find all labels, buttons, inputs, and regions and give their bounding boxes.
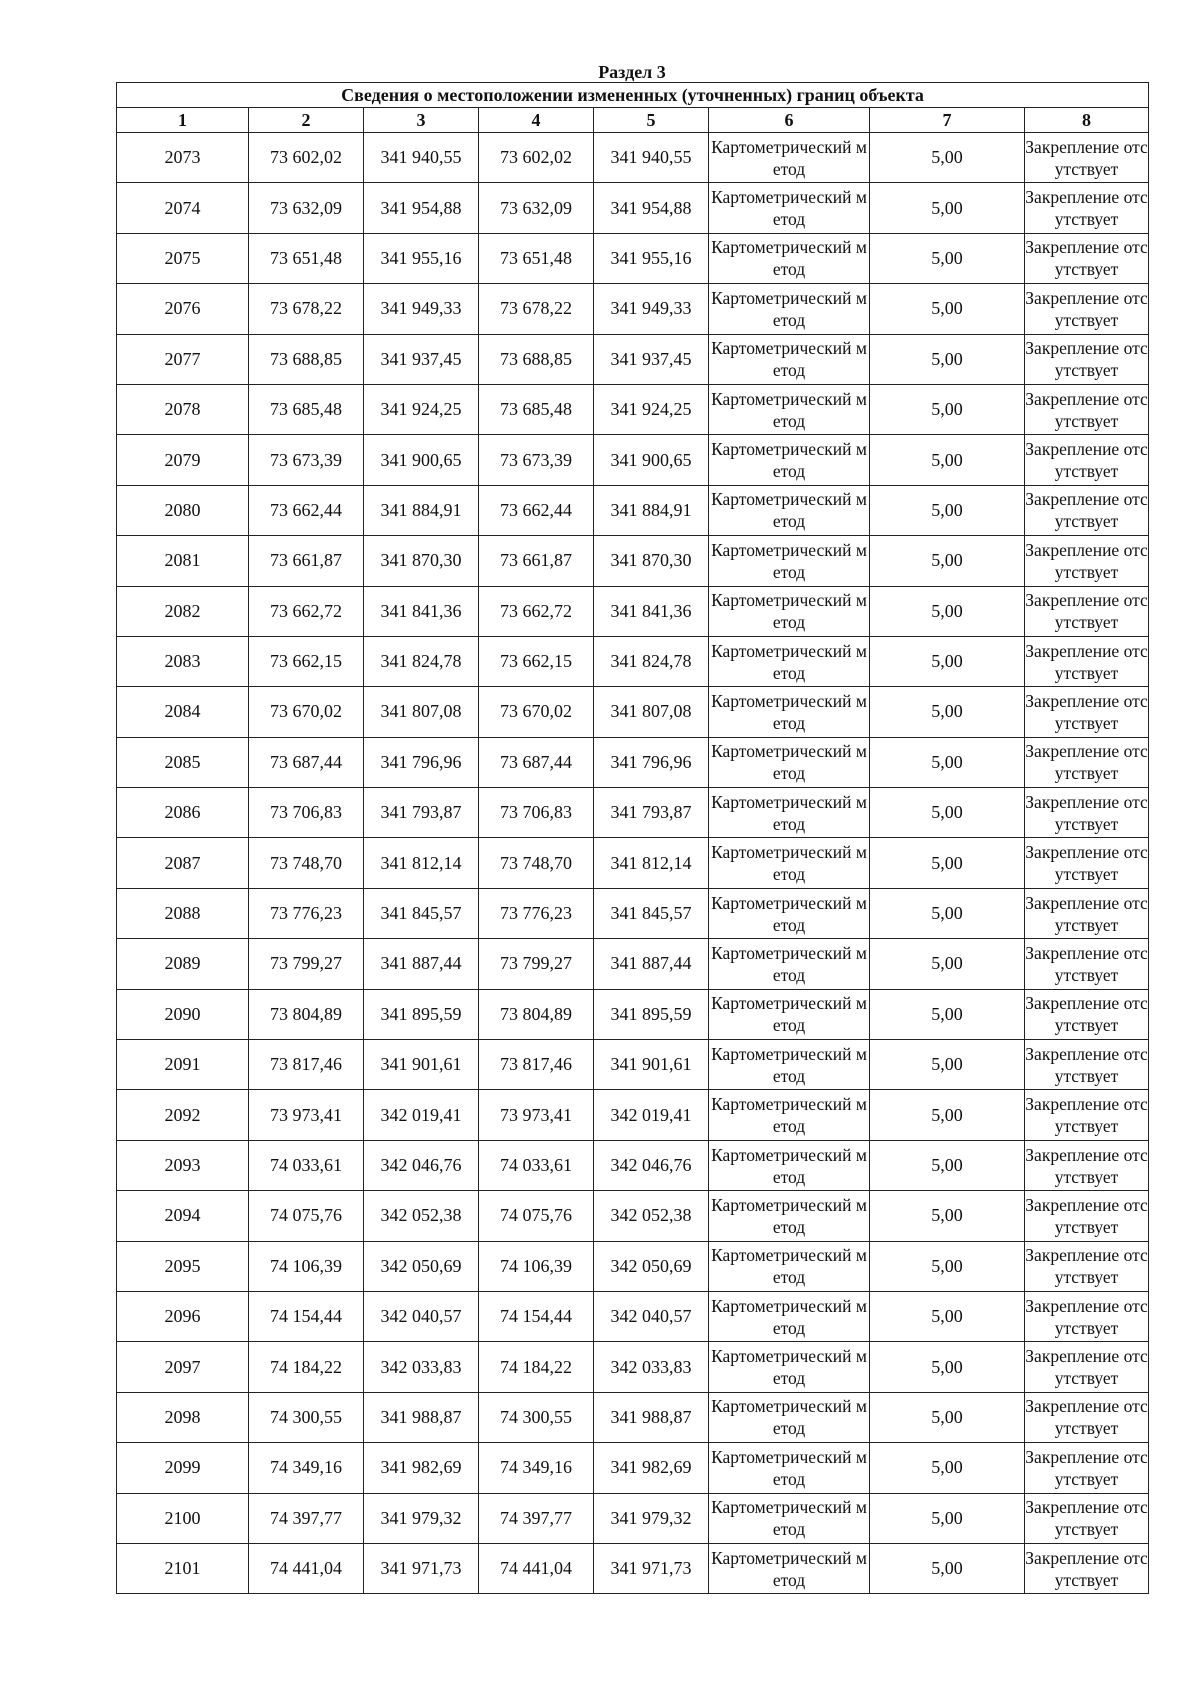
point-number-cell: 2080 — [117, 485, 249, 535]
table-row — [117, 1241, 1149, 1291]
accuracy-cell: 5,00 — [870, 1543, 1025, 1593]
fixing-description-cell: Закрепление отсутствует — [1025, 636, 1149, 686]
method-cell: Картометрический метод — [709, 1443, 870, 1493]
fixing-description-cell: Закрепление отсутствует — [1025, 1241, 1149, 1291]
accuracy-cell: 5,00 — [870, 133, 1025, 183]
y-coordinate-cell: 341 937,45 — [364, 334, 479, 384]
accuracy-cell: 5,00 — [870, 1493, 1025, 1543]
x-coordinate-new-cell: 73 651,48 — [479, 233, 594, 283]
table-caption: Сведения о местоположении измененных (уточненных) границ объекта — [117, 83, 1149, 108]
column-header: 4 — [479, 108, 594, 133]
y-coordinate-cell: 341 900,65 — [364, 435, 479, 485]
x-coordinate-new-cell: 73 661,87 — [479, 536, 594, 586]
y-coordinate-cell: 341 940,55 — [364, 133, 479, 183]
y-coordinate-new-cell: 342 052,38 — [594, 1191, 709, 1241]
x-coordinate-new-cell: 74 033,61 — [479, 1140, 594, 1190]
boundary-coordinates-table — [116, 82, 1149, 1594]
x-coordinate-new-cell: 74 441,04 — [479, 1543, 594, 1593]
accuracy-cell: 5,00 — [870, 334, 1025, 384]
y-coordinate-cell: 342 052,38 — [364, 1191, 479, 1241]
x-coordinate-cell: 73 748,70 — [249, 838, 364, 888]
y-coordinate-cell: 341 841,36 — [364, 586, 479, 636]
table-row — [117, 133, 1149, 183]
x-coordinate-new-cell: 73 678,22 — [479, 284, 594, 334]
accuracy-cell: 5,00 — [870, 586, 1025, 636]
accuracy-cell: 5,00 — [870, 687, 1025, 737]
fixing-description-cell: Закрепление отсутствует — [1025, 183, 1149, 233]
table-row — [117, 536, 1149, 586]
x-coordinate-new-cell: 73 685,48 — [479, 384, 594, 434]
x-coordinate-cell: 73 973,41 — [249, 1090, 364, 1140]
y-coordinate-cell: 341 845,57 — [364, 888, 479, 938]
x-coordinate-cell: 73 804,89 — [249, 989, 364, 1039]
accuracy-cell: 5,00 — [870, 838, 1025, 888]
x-coordinate-cell: 74 106,39 — [249, 1241, 364, 1291]
table-row — [117, 1342, 1149, 1392]
accuracy-cell: 5,00 — [870, 1443, 1025, 1493]
fixing-description-cell: Закрепление отсутствует — [1025, 586, 1149, 636]
point-number-cell: 2078 — [117, 384, 249, 434]
x-coordinate-new-cell: 73 748,70 — [479, 838, 594, 888]
accuracy-cell: 5,00 — [870, 485, 1025, 535]
method-cell: Картометрический метод — [709, 687, 870, 737]
y-coordinate-new-cell: 341 982,69 — [594, 1443, 709, 1493]
x-coordinate-new-cell: 73 706,83 — [479, 788, 594, 838]
x-coordinate-new-cell: 73 799,27 — [479, 939, 594, 989]
table-row — [117, 939, 1149, 989]
x-coordinate-cell: 73 670,02 — [249, 687, 364, 737]
y-coordinate-new-cell: 341 937,45 — [594, 334, 709, 384]
x-coordinate-new-cell: 73 804,89 — [479, 989, 594, 1039]
fixing-description-cell: Закрепление отсутствует — [1025, 233, 1149, 283]
method-cell: Картометрический метод — [709, 1090, 870, 1140]
table-row — [117, 233, 1149, 283]
table-row — [117, 485, 1149, 535]
method-cell: Картометрический метод — [709, 586, 870, 636]
accuracy-cell: 5,00 — [870, 183, 1025, 233]
method-cell: Картометрический метод — [709, 183, 870, 233]
point-number-cell: 2097 — [117, 1342, 249, 1392]
x-coordinate-cell: 73 662,72 — [249, 586, 364, 636]
method-cell: Картометрический метод — [709, 384, 870, 434]
method-cell: Картометрический метод — [709, 1241, 870, 1291]
y-coordinate-new-cell: 341 807,08 — [594, 687, 709, 737]
method-cell: Картометрический метод — [709, 284, 870, 334]
table-row — [117, 1191, 1149, 1241]
y-coordinate-cell: 341 807,08 — [364, 687, 479, 737]
x-coordinate-new-cell: 73 602,02 — [479, 133, 594, 183]
accuracy-cell: 5,00 — [870, 1241, 1025, 1291]
x-coordinate-new-cell: 73 632,09 — [479, 183, 594, 233]
fixing-description-cell: Закрепление отсутствует — [1025, 1443, 1149, 1493]
x-coordinate-new-cell: 74 397,77 — [479, 1493, 594, 1543]
x-coordinate-new-cell: 73 662,72 — [479, 586, 594, 636]
y-coordinate-new-cell: 341 796,96 — [594, 737, 709, 787]
table-row — [117, 737, 1149, 787]
fixing-description-cell: Закрепление отсутствует — [1025, 536, 1149, 586]
fixing-description-cell: Закрепление отсутствует — [1025, 284, 1149, 334]
table-row — [117, 334, 1149, 384]
table-row — [117, 1040, 1149, 1090]
y-coordinate-cell: 341 971,73 — [364, 1543, 479, 1593]
table-row — [117, 636, 1149, 686]
table-row — [117, 284, 1149, 334]
point-number-cell: 2075 — [117, 233, 249, 283]
column-header-row — [117, 108, 1149, 133]
fixing-description-cell: Закрепление отсутствует — [1025, 1191, 1149, 1241]
point-number-cell: 2091 — [117, 1040, 249, 1090]
method-cell: Картометрический метод — [709, 888, 870, 938]
y-coordinate-cell: 341 812,14 — [364, 838, 479, 888]
method-cell: Картометрический метод — [709, 989, 870, 1039]
accuracy-cell: 5,00 — [870, 939, 1025, 989]
x-coordinate-new-cell: 74 184,22 — [479, 1342, 594, 1392]
y-coordinate-new-cell: 342 046,76 — [594, 1140, 709, 1190]
fixing-description-cell: Закрепление отсутствует — [1025, 737, 1149, 787]
fixing-description-cell: Закрепление отсутствует — [1025, 838, 1149, 888]
fixing-description-cell: Закрепление отсутствует — [1025, 939, 1149, 989]
method-cell: Картометрический метод — [709, 1392, 870, 1442]
accuracy-cell: 5,00 — [870, 1140, 1025, 1190]
table-caption-row — [117, 83, 1149, 108]
point-number-cell: 2074 — [117, 183, 249, 233]
table-row — [117, 1493, 1149, 1543]
accuracy-cell: 5,00 — [870, 1342, 1025, 1392]
method-cell: Картометрический метод — [709, 838, 870, 888]
fixing-description-cell: Закрепление отсутствует — [1025, 334, 1149, 384]
table-row — [117, 586, 1149, 636]
y-coordinate-new-cell: 341 887,44 — [594, 939, 709, 989]
x-coordinate-cell: 73 662,15 — [249, 636, 364, 686]
y-coordinate-new-cell: 341 895,59 — [594, 989, 709, 1039]
accuracy-cell: 5,00 — [870, 989, 1025, 1039]
x-coordinate-cell: 73 651,48 — [249, 233, 364, 283]
table-row — [117, 1443, 1149, 1493]
accuracy-cell: 5,00 — [870, 435, 1025, 485]
y-coordinate-cell: 341 870,30 — [364, 536, 479, 586]
x-coordinate-cell: 74 154,44 — [249, 1291, 364, 1341]
y-coordinate-new-cell: 342 050,69 — [594, 1241, 709, 1291]
point-number-cell: 2088 — [117, 888, 249, 938]
fixing-description-cell: Закрепление отсутствует — [1025, 1493, 1149, 1543]
fixing-description-cell: Закрепление отсутствует — [1025, 133, 1149, 183]
x-coordinate-new-cell: 74 349,16 — [479, 1443, 594, 1493]
x-coordinate-new-cell: 73 973,41 — [479, 1090, 594, 1140]
y-coordinate-cell: 342 019,41 — [364, 1090, 479, 1140]
table-row — [117, 1090, 1149, 1140]
x-coordinate-cell: 73 706,83 — [249, 788, 364, 838]
x-coordinate-cell: 73 678,22 — [249, 284, 364, 334]
fixing-description-cell: Закрепление отсутствует — [1025, 687, 1149, 737]
y-coordinate-cell: 341 884,91 — [364, 485, 479, 535]
accuracy-cell: 5,00 — [870, 284, 1025, 334]
accuracy-cell: 5,00 — [870, 384, 1025, 434]
x-coordinate-cell: 73 662,44 — [249, 485, 364, 535]
point-number-cell: 2100 — [117, 1493, 249, 1543]
fixing-description-cell: Закрепление отсутствует — [1025, 1140, 1149, 1190]
x-coordinate-new-cell: 73 662,15 — [479, 636, 594, 686]
point-number-cell: 2098 — [117, 1392, 249, 1442]
fixing-description-cell: Закрепление отсутствует — [1025, 1543, 1149, 1593]
method-cell: Картометрический метод — [709, 485, 870, 535]
x-coordinate-new-cell: 74 154,44 — [479, 1291, 594, 1341]
y-coordinate-cell: 341 955,16 — [364, 233, 479, 283]
y-coordinate-new-cell: 341 979,32 — [594, 1493, 709, 1543]
method-cell: Картометрический метод — [709, 536, 870, 586]
x-coordinate-cell: 73 602,02 — [249, 133, 364, 183]
table-row — [117, 1140, 1149, 1190]
point-number-cell: 2085 — [117, 737, 249, 787]
method-cell: Картометрический метод — [709, 1140, 870, 1190]
x-coordinate-cell: 73 688,85 — [249, 334, 364, 384]
point-number-cell: 2084 — [117, 687, 249, 737]
accuracy-cell: 5,00 — [870, 536, 1025, 586]
column-header: 5 — [594, 108, 709, 133]
fixing-description-cell: Закрепление отсутствует — [1025, 384, 1149, 434]
y-coordinate-new-cell: 341 870,30 — [594, 536, 709, 586]
y-coordinate-cell: 341 988,87 — [364, 1392, 479, 1442]
method-cell: Картометрический метод — [709, 1342, 870, 1392]
y-coordinate-new-cell: 341 841,36 — [594, 586, 709, 636]
table-row — [117, 888, 1149, 938]
x-coordinate-new-cell: 73 776,23 — [479, 888, 594, 938]
accuracy-cell: 5,00 — [870, 888, 1025, 938]
x-coordinate-new-cell: 74 075,76 — [479, 1191, 594, 1241]
table-row — [117, 838, 1149, 888]
y-coordinate-cell: 341 793,87 — [364, 788, 479, 838]
table-row — [117, 435, 1149, 485]
table-row — [117, 687, 1149, 737]
fixing-description-cell: Закрепление отсутствует — [1025, 1392, 1149, 1442]
fixing-description-cell: Закрепление отсутствует — [1025, 1291, 1149, 1341]
y-coordinate-new-cell: 341 900,65 — [594, 435, 709, 485]
table-row — [117, 1291, 1149, 1341]
x-coordinate-cell: 73 776,23 — [249, 888, 364, 938]
x-coordinate-cell: 74 349,16 — [249, 1443, 364, 1493]
y-coordinate-cell: 341 895,59 — [364, 989, 479, 1039]
x-coordinate-cell: 74 184,22 — [249, 1342, 364, 1392]
x-coordinate-cell: 73 817,46 — [249, 1040, 364, 1090]
fixing-description-cell: Закрепление отсутствует — [1025, 1040, 1149, 1090]
x-coordinate-cell: 74 033,61 — [249, 1140, 364, 1190]
x-coordinate-cell: 74 075,76 — [249, 1191, 364, 1241]
column-header: 1 — [117, 108, 249, 133]
y-coordinate-new-cell: 341 954,88 — [594, 183, 709, 233]
fixing-description-cell: Закрепление отсутствует — [1025, 1090, 1149, 1140]
method-cell: Картометрический метод — [709, 939, 870, 989]
accuracy-cell: 5,00 — [870, 1291, 1025, 1341]
y-coordinate-new-cell: 341 940,55 — [594, 133, 709, 183]
x-coordinate-new-cell: 74 106,39 — [479, 1241, 594, 1291]
x-coordinate-cell: 74 397,77 — [249, 1493, 364, 1543]
fixing-description-cell: Закрепление отсутствует — [1025, 788, 1149, 838]
y-coordinate-cell: 341 949,33 — [364, 284, 479, 334]
y-coordinate-cell: 341 954,88 — [364, 183, 479, 233]
y-coordinate-cell: 341 982,69 — [364, 1443, 479, 1493]
y-coordinate-new-cell: 341 955,16 — [594, 233, 709, 283]
x-coordinate-cell: 74 300,55 — [249, 1392, 364, 1442]
y-coordinate-cell: 342 040,57 — [364, 1291, 479, 1341]
x-coordinate-new-cell: 73 687,44 — [479, 737, 594, 787]
y-coordinate-cell: 342 033,83 — [364, 1342, 479, 1392]
y-coordinate-new-cell: 341 824,78 — [594, 636, 709, 686]
y-coordinate-cell: 342 046,76 — [364, 1140, 479, 1190]
x-coordinate-cell: 73 632,09 — [249, 183, 364, 233]
point-number-cell: 2095 — [117, 1241, 249, 1291]
method-cell: Картометрический метод — [709, 133, 870, 183]
column-header: 3 — [364, 108, 479, 133]
point-number-cell: 2089 — [117, 939, 249, 989]
method-cell: Картометрический метод — [709, 737, 870, 787]
table-row — [117, 1392, 1149, 1442]
fixing-description-cell: Закрепление отсутствует — [1025, 1342, 1149, 1392]
column-header: 8 — [1025, 108, 1149, 133]
x-coordinate-new-cell: 73 662,44 — [479, 485, 594, 535]
y-coordinate-cell: 341 796,96 — [364, 737, 479, 787]
x-coordinate-new-cell: 73 817,46 — [479, 1040, 594, 1090]
fixing-description-cell: Закрепление отсутствует — [1025, 485, 1149, 535]
accuracy-cell: 5,00 — [870, 1040, 1025, 1090]
y-coordinate-new-cell: 341 793,87 — [594, 788, 709, 838]
point-number-cell: 2077 — [117, 334, 249, 384]
y-coordinate-new-cell: 341 988,87 — [594, 1392, 709, 1442]
column-header: 6 — [709, 108, 870, 133]
point-number-cell: 2083 — [117, 636, 249, 686]
method-cell: Картометрический метод — [709, 1291, 870, 1341]
point-number-cell: 2082 — [117, 586, 249, 636]
accuracy-cell: 5,00 — [870, 636, 1025, 686]
x-coordinate-cell: 74 441,04 — [249, 1543, 364, 1593]
section-title: Раздел 3 — [598, 62, 666, 82]
y-coordinate-cell: 341 887,44 — [364, 939, 479, 989]
y-coordinate-cell: 342 050,69 — [364, 1241, 479, 1291]
x-coordinate-cell: 73 673,39 — [249, 435, 364, 485]
method-cell: Картометрический метод — [709, 636, 870, 686]
y-coordinate-new-cell: 342 019,41 — [594, 1090, 709, 1140]
accuracy-cell: 5,00 — [870, 1191, 1025, 1241]
y-coordinate-cell: 341 824,78 — [364, 636, 479, 686]
point-number-cell: 2076 — [117, 284, 249, 334]
y-coordinate-new-cell: 341 924,25 — [594, 384, 709, 434]
accuracy-cell: 5,00 — [870, 1090, 1025, 1140]
y-coordinate-new-cell: 341 884,91 — [594, 485, 709, 535]
point-number-cell: 2087 — [117, 838, 249, 888]
table-row — [117, 788, 1149, 838]
point-number-cell: 2079 — [117, 435, 249, 485]
method-cell: Картометрический метод — [709, 233, 870, 283]
point-number-cell: 2099 — [117, 1443, 249, 1493]
y-coordinate-new-cell: 341 949,33 — [594, 284, 709, 334]
method-cell: Картометрический метод — [709, 1191, 870, 1241]
method-cell: Картометрический метод — [709, 334, 870, 384]
y-coordinate-new-cell: 342 033,83 — [594, 1342, 709, 1392]
point-number-cell: 2093 — [117, 1140, 249, 1190]
method-cell: Картометрический метод — [709, 788, 870, 838]
point-number-cell: 2096 — [117, 1291, 249, 1341]
y-coordinate-new-cell: 342 040,57 — [594, 1291, 709, 1341]
accuracy-cell: 5,00 — [870, 233, 1025, 283]
column-header: 2 — [249, 108, 364, 133]
table-row — [117, 989, 1149, 1039]
method-cell: Картометрический метод — [709, 1040, 870, 1090]
point-number-cell: 2092 — [117, 1090, 249, 1140]
method-cell: Картометрический метод — [709, 1493, 870, 1543]
y-coordinate-cell: 341 979,32 — [364, 1493, 479, 1543]
accuracy-cell: 5,00 — [870, 788, 1025, 838]
x-coordinate-new-cell: 74 300,55 — [479, 1392, 594, 1442]
point-number-cell: 2090 — [117, 989, 249, 1039]
accuracy-cell: 5,00 — [870, 1392, 1025, 1442]
accuracy-cell: 5,00 — [870, 737, 1025, 787]
method-cell: Картометрический метод — [709, 1543, 870, 1593]
point-number-cell: 2094 — [117, 1191, 249, 1241]
table-row — [117, 1543, 1149, 1593]
x-coordinate-new-cell: 73 673,39 — [479, 435, 594, 485]
y-coordinate-new-cell: 341 812,14 — [594, 838, 709, 888]
point-number-cell: 2101 — [117, 1543, 249, 1593]
x-coordinate-cell: 73 661,87 — [249, 536, 364, 586]
column-header: 7 — [870, 108, 1025, 133]
y-coordinate-cell: 341 901,61 — [364, 1040, 479, 1090]
y-coordinate-new-cell: 341 971,73 — [594, 1543, 709, 1593]
y-coordinate-new-cell: 341 901,61 — [594, 1040, 709, 1090]
y-coordinate-new-cell: 341 845,57 — [594, 888, 709, 938]
method-cell: Картометрический метод — [709, 435, 870, 485]
fixing-description-cell: Закрепление отсутствует — [1025, 989, 1149, 1039]
y-coordinate-cell: 341 924,25 — [364, 384, 479, 434]
fixing-description-cell: Закрепление отсутствует — [1025, 435, 1149, 485]
point-number-cell: 2086 — [117, 788, 249, 838]
point-number-cell: 2081 — [117, 536, 249, 586]
table-row — [117, 183, 1149, 233]
point-number-cell: 2073 — [117, 133, 249, 183]
x-coordinate-new-cell: 73 688,85 — [479, 334, 594, 384]
x-coordinate-cell: 73 685,48 — [249, 384, 364, 434]
x-coordinate-cell: 73 687,44 — [249, 737, 364, 787]
x-coordinate-new-cell: 73 670,02 — [479, 687, 594, 737]
x-coordinate-cell: 73 799,27 — [249, 939, 364, 989]
table-row — [117, 384, 1149, 434]
fixing-description-cell: Закрепление отсутствует — [1025, 888, 1149, 938]
